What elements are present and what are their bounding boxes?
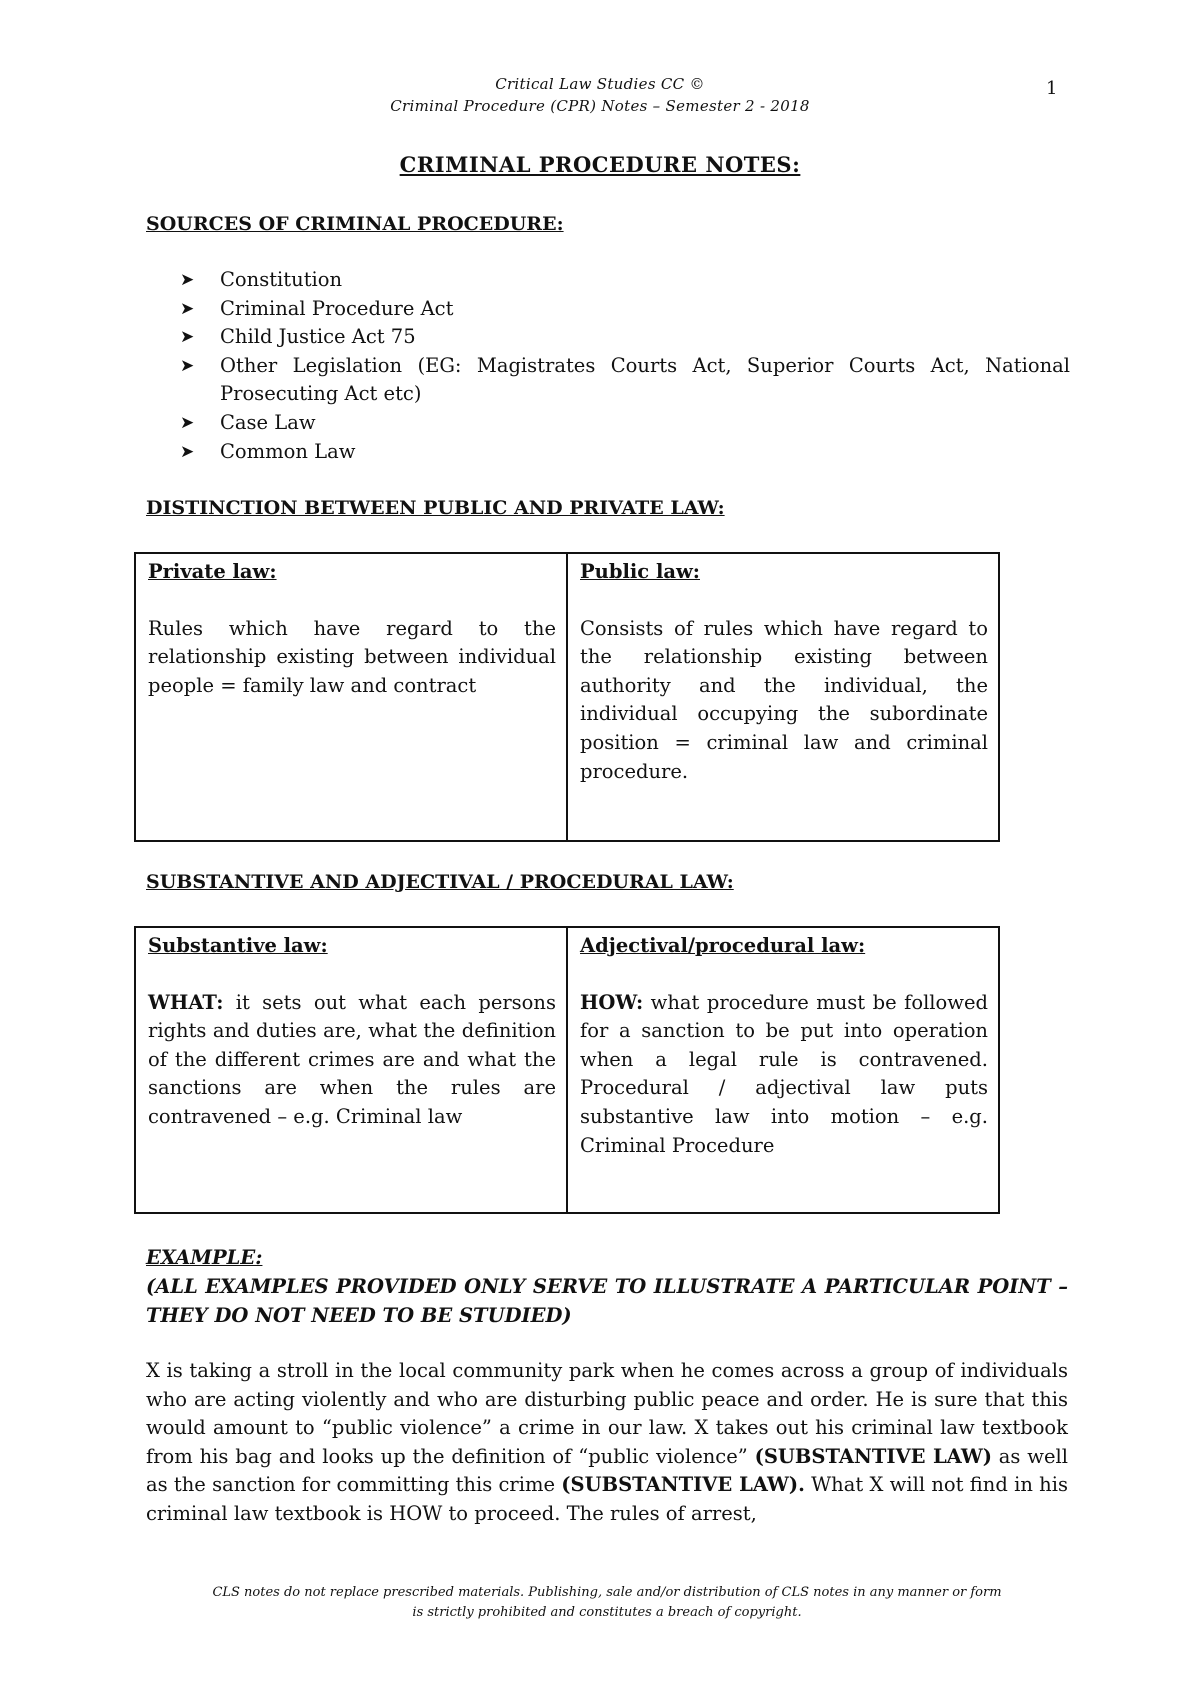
example-paragraph: X is taking a stroll in the local community park when he comes across a group of individuals who are acting violently and who are disturbing public peace and order. He is sure that this would amount to “public violence” a crime in our law. X takes out his criminal law textbook from his bag and looks up the definition of “public violence” (SUBSTANTIVE LAW) as well as the sanction for committing this crime (SUBSTANTIVE LAW). What X will not find in his criminal law textbook is HOW to proceed. The rules of arrest, [146,1359,1069,1525]
sources-list [180,266,1070,466]
public-private-table [134,552,1000,842]
example-block [146,1243,1068,1330]
substantive-law-tag: (SUBSTANTIVE LAW). [561,1473,805,1497]
header-course: Criminal Procedure (CPR) Notes – Semester 2 - 2018 [390,97,810,115]
public-law-text: Consists of rules which have regard to the relationship existing between authority and the individual, the individual occupying the subordinate position = criminal law and criminal procedure. [580,616,988,783]
substantive-law-heading: Substantive law: [148,934,328,957]
private-law-heading: Private law: [148,560,277,583]
procedural-law-cell [567,927,999,1213]
list-item: ➤ Other Legislation (EG: Magistrates Courts Act, Superior Courts Act, National Prosecuting Act etc) [180,353,1070,406]
footer-line-2: is strictly prohibited and constitutes a breach of copyright. [412,1605,802,1620]
arrow-bullet-icon: ➤ [180,298,195,319]
list-item: ➤ Child Justice Act 75 [180,323,1070,352]
sources-heading: SOURCES OF CRIMINAL PROCEDURE: [146,213,564,235]
substantive-procedural-table [134,926,1000,1214]
arrow-bullet-icon: ➤ [180,412,195,433]
page-title: CRIMINAL PROCEDURE NOTES: [399,152,801,177]
public-law-heading: Public law: [580,560,700,583]
substantive-heading: SUBSTANTIVE AND ADJECTIVAL / PROCEDURAL LAW: [146,871,734,893]
public-law-cell [567,553,999,841]
list-item: ➤ Case Law [180,409,1070,438]
arrow-bullet-icon: ➤ [180,270,195,290]
substantive-lead: WHAT: [148,990,224,1014]
substantive-law-text: it sets out what each persons rights and duties are, what the definition of the different crimes are and what the sanctions are when the rules are contravened – e.g. Criminal law [148,990,556,1128]
private-law-cell [135,553,567,841]
copyright-footer [146,1583,1068,1623]
footer-line-1: CLS notes do not replace prescribed materials. Publishing, sale and/or distribution of CLS notes in any manner or form [212,1585,1002,1600]
example-title: EXAMPLE: [146,1246,263,1269]
substantive-law-tag: (SUBSTANTIVE LAW) [754,1444,992,1468]
procedural-law-heading: Adjectival/procedural law: [580,934,866,957]
example-note: (ALL EXAMPLES PROVIDED ONLY SERVE TO ILLUSTRATE A PARTICULAR POINT – THEY DO NOT NEED TO BE STUDIED) [146,1275,1068,1327]
distinction-heading: DISTINCTION BETWEEN PUBLIC AND PRIVATE LAW: [146,497,725,519]
arrow-bullet-icon: ➤ [180,327,195,348]
arrow-bullet-icon: ➤ [180,355,195,376]
header-company: Critical Law Studies CC © [495,75,705,93]
list-item: ➤ Constitution [180,266,1070,295]
procedural-lead: HOW: [580,990,644,1014]
substantive-law-cell [135,927,567,1213]
procedural-law-text: what procedure must be followed for a sanction to be put into operation when a legal rule is contravened. Procedural / adjectival law puts substantive law into motion – e.g. Criminal Procedure [580,990,988,1157]
page-number: 1 [1046,78,1058,99]
arrow-bullet-icon: ➤ [180,441,195,462]
list-item: ➤ Common Law [180,438,1070,467]
list-item: ➤ Criminal Procedure Act [180,295,1070,324]
private-law-text: Rules which have regard to the relationship existing between individual people = family law and contract [148,616,556,697]
